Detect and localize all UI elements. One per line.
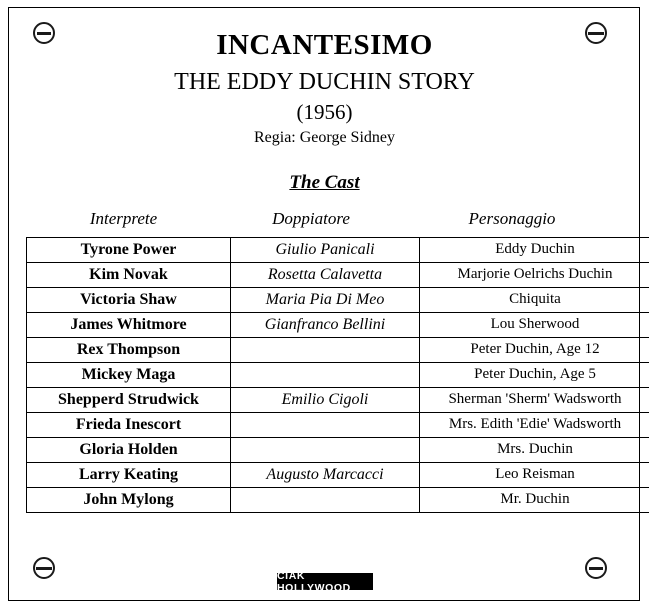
cell-dubber: Augusto Marcacci (231, 462, 420, 487)
table-row (27, 262, 649, 287)
cell-character: Sherman 'Sherm' Wadsworth (420, 387, 649, 412)
cell-character: Peter Duchin, Age 5 (420, 362, 649, 387)
table-row (27, 237, 649, 262)
cell-actor: Shepperd Strudwick (27, 387, 231, 412)
cell-actor: Tyrone Power (27, 237, 231, 262)
cell-dubber (231, 437, 420, 462)
cast-section-heading: The Cast (289, 171, 360, 193)
cell-character: Chiquita (420, 287, 649, 312)
cell-character: Leo Reisman (420, 462, 649, 487)
cell-actor: James Whitmore (27, 312, 231, 337)
column-header-interprete: Interprete (89, 208, 158, 228)
film-title: INCANTESIMO (216, 29, 433, 61)
cell-actor: Kim Novak (27, 262, 231, 287)
cell-dubber: Giulio Panicali (231, 237, 420, 262)
cell-character: Eddy Duchin (420, 237, 649, 262)
cell-dubber (231, 412, 420, 437)
cell-actor: Frieda Inescort (27, 412, 231, 437)
cell-dubber (231, 487, 420, 512)
table-row (27, 462, 649, 487)
table-row (27, 362, 649, 387)
cell-character: Mrs. Edith 'Edie' Wadsworth (420, 412, 649, 437)
cell-actor: Larry Keating (27, 462, 231, 487)
cell-actor: Victoria Shaw (27, 287, 231, 312)
cell-dubber: Rosetta Calavetta (231, 262, 420, 287)
table-row (27, 337, 649, 362)
cell-character: Mrs. Duchin (420, 437, 649, 462)
table-row (27, 287, 649, 312)
cell-dubber (231, 362, 420, 387)
cell-actor: John Mylong (27, 487, 231, 512)
column-header-doppiatore: Doppiatore (272, 208, 350, 228)
footer-logo: CIAK HOLLYWOOD (277, 573, 373, 590)
cell-character: Lou Sherwood (420, 312, 649, 337)
cell-dubber: Maria Pia Di Meo (231, 287, 420, 312)
film-original-title: THE EDDY DUCHIN STORY (174, 68, 475, 95)
table-row (27, 312, 649, 337)
cell-actor: Rex Thompson (27, 337, 231, 362)
cell-dubber (231, 337, 420, 362)
film-year: (1956) (296, 100, 353, 125)
cell-character: Marjorie Oelrichs Duchin (420, 262, 649, 287)
table-row (27, 387, 649, 412)
cast-column-headers (26, 209, 623, 229)
film-director: Regia: George Sidney (253, 129, 395, 147)
cell-character: Peter Duchin, Age 12 (420, 337, 649, 362)
cast-table-body (27, 237, 649, 512)
table-row (27, 412, 649, 437)
cast-table (26, 237, 649, 513)
cell-character: Mr. Duchin (420, 487, 649, 512)
cell-actor: Gloria Holden (27, 437, 231, 462)
cell-dubber: Emilio Cigoli (231, 387, 420, 412)
table-row (27, 437, 649, 462)
column-header-personaggio: Personaggio (468, 208, 556, 228)
cell-dubber: Gianfranco Bellini (231, 312, 420, 337)
cell-actor: Mickey Maga (27, 362, 231, 387)
table-row (27, 487, 649, 512)
